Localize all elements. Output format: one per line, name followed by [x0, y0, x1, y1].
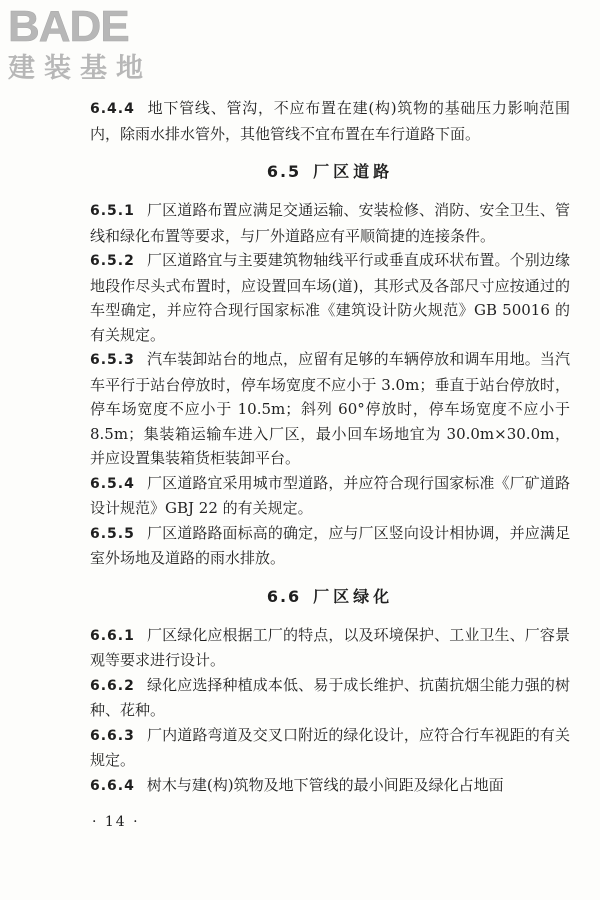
clause-text: 地下管线、管沟，不应布置在建(构)筑物的基础压力影响范围内，除雨水排水管外，其他管线不宜布置在车行道路下面。 [90, 99, 570, 143]
logo-brand: BADE [8, 2, 129, 51]
clause-text: 厂区道路布置应满足交通运输、安装检修、消防、安全卫生、管线和绿化布置等要求，与厂外道路应有平顺简捷的连接条件。 [90, 201, 570, 245]
section-title: 厂区道路 [313, 162, 394, 181]
page-number: · 14 · [92, 814, 140, 830]
clause-6-6-4 [90, 773, 570, 799]
clause-text: 树木与建(构)筑物及地下管线的最小间距及绿化占地面 [146, 775, 504, 794]
section-title: 厂区绿化 [313, 586, 394, 606]
clause-6-4-4 [90, 96, 570, 146]
clause-6-6-2 [90, 673, 570, 723]
clause-number: 6.5.2 [90, 253, 135, 269]
section-number: 6.5 [266, 162, 302, 181]
section-heading-6-5 [90, 160, 570, 184]
watermark-logo [8, 4, 178, 86]
clause-number: 6.5.5 [90, 525, 135, 542]
clause-6-5-4 [90, 471, 570, 521]
clause-number: 6.6.3 [90, 727, 135, 744]
clause-6-6-3 [90, 723, 570, 773]
logo-subtitle: 建装基地 [8, 53, 152, 84]
page-content [90, 96, 570, 798]
clause-number: 6.6.4 [90, 777, 135, 794]
clause-number: 6.5.4 [90, 475, 135, 492]
clause-text: 厂区道路宜与主要建筑物轴线平行或垂直成环状布置。个别边缘地段作尽头式布置时，应设置回车场(道)，其形式及各部尺寸应按通过的车型确定，并应符合现行国家标准《建筑设计防火规范》GB 50016 的有关规定。 [90, 251, 570, 344]
section-number: 6.6 [266, 586, 302, 606]
clause-6-5-2 [90, 248, 570, 347]
clause-text: 绿化应选择种植成本低、易于成长维护、抗菌抗烟尘能力强的树种、花种。 [90, 675, 570, 719]
clause-number: 6.6.2 [90, 677, 135, 694]
clause-text: 厂区道路宜采用城市型道路，并应符合现行国家标准《厂矿道路设计规范》GBJ 22 的有关规定。 [90, 473, 570, 517]
clause-text: 厂内道路弯道及交叉口附近的绿化设计，应符合行车视距的有关规定。 [90, 725, 570, 769]
clause-text: 汽车装卸站台的地点，应留有足够的车辆停放和调车用地。当汽车平行于站台停放时，停车场宽度不应小于 3.0m；垂直于站台停放时，停车场宽度不应小于 10.5m；斜列 60°停放时，停车场宽度不应小于 8.5m；集装箱运输车进入厂区，最小回车场地宜为 30.0m×30.0m，并应设置集装箱货柜装卸平台。 [90, 350, 570, 467]
clause-text: 厂区绿化应根据工厂的特点，以及环境保护、工业卫生、厂容景观等要求进行设计。 [90, 625, 570, 669]
clause-6-6-1 [90, 623, 570, 673]
clause-number: 6.5.1 [90, 203, 135, 219]
clause-number: 6.6.1 [90, 627, 135, 644]
clause-6-5-5 [90, 521, 570, 571]
clause-6-5-3 [90, 347, 570, 471]
clause-number: 6.4.4 [90, 101, 135, 117]
clause-text: 厂区道路路面标高的确定，应与厂区竖向设计相协调，并应满足室外场地及道路的雨水排放。 [90, 523, 570, 567]
section-heading-6-6 [90, 585, 570, 609]
clause-6-5-1 [90, 198, 570, 248]
clause-number: 6.5.3 [90, 352, 135, 368]
